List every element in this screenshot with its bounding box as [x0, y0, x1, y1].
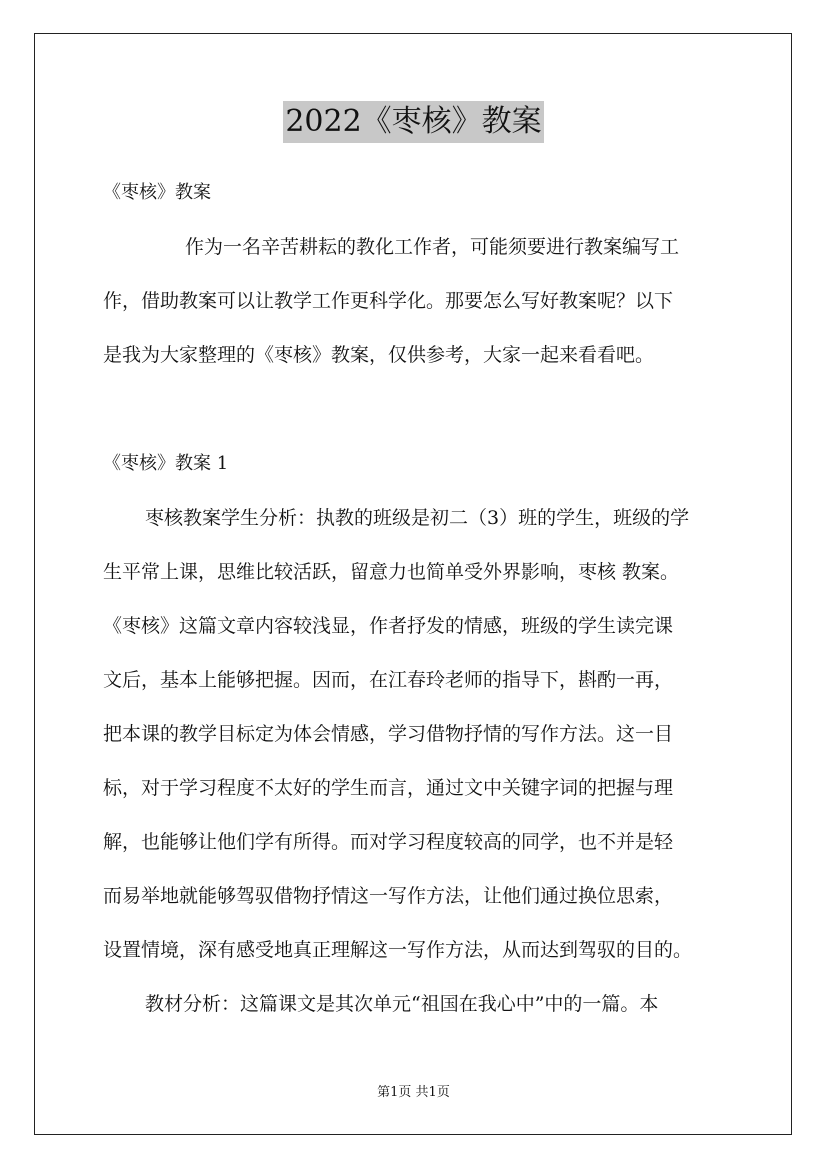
- body-line: 把本课的教学目标定为体会情感，学习借物抒情的写作方法。这一目: [103, 723, 674, 745]
- body-line: 生平常上课，思维比较活跃，留意力也简单受外界影响，枣核 教案。: [103, 561, 680, 583]
- body-line: 教材分析：这篇课文是其次单元“祖国在我心中”中的一篇。本: [145, 993, 659, 1015]
- body-line: 《枣核》这篇文章内容较浅显，作者抒发的情感，班级的学生读完课: [103, 615, 674, 637]
- body-line: 设置情境，深有感受地真正理解这一写作方法，从而达到驾驭的目的。: [103, 939, 693, 961]
- document-subtitle: 《枣核》教案: [103, 182, 211, 203]
- title-container: [0, 101, 827, 143]
- section-heading: 《枣核》教案 1: [103, 453, 229, 474]
- body-line: 枣核教案学生分析：执教的班级是初二（3）班的学生，班级的学: [145, 507, 690, 529]
- intro-line: 作为一名辛苦耕耘的教化工作者，可能须要进行教案编写工: [185, 236, 680, 258]
- intro-line: 是我为大家整理的《枣核》教案，仅供参考，大家一起来看看吧。: [103, 344, 655, 366]
- body-line: 文后，基本上能够把握。因而，在江春玲老师的指导下，斟酌一再，: [103, 669, 674, 691]
- body-line: 解，也能够让他们学有所得。而对学习程度较高的同学，也不并是轻: [103, 831, 674, 853]
- body-line: 而易举地就能够驾驭借物抒情这一写作方法，让他们通过换位思索，: [103, 885, 674, 907]
- body-line: 标，对于学习程度不太好的学生而言，通过文中关键字词的把握与理: [103, 777, 674, 799]
- page-footer: 第1页 共1页: [377, 1085, 450, 1100]
- document-title: 2022《枣核》教案: [283, 101, 543, 143]
- intro-line: 作，借助教案可以让教学工作更科学化。那要怎么写好教案呢？以下: [103, 290, 674, 312]
